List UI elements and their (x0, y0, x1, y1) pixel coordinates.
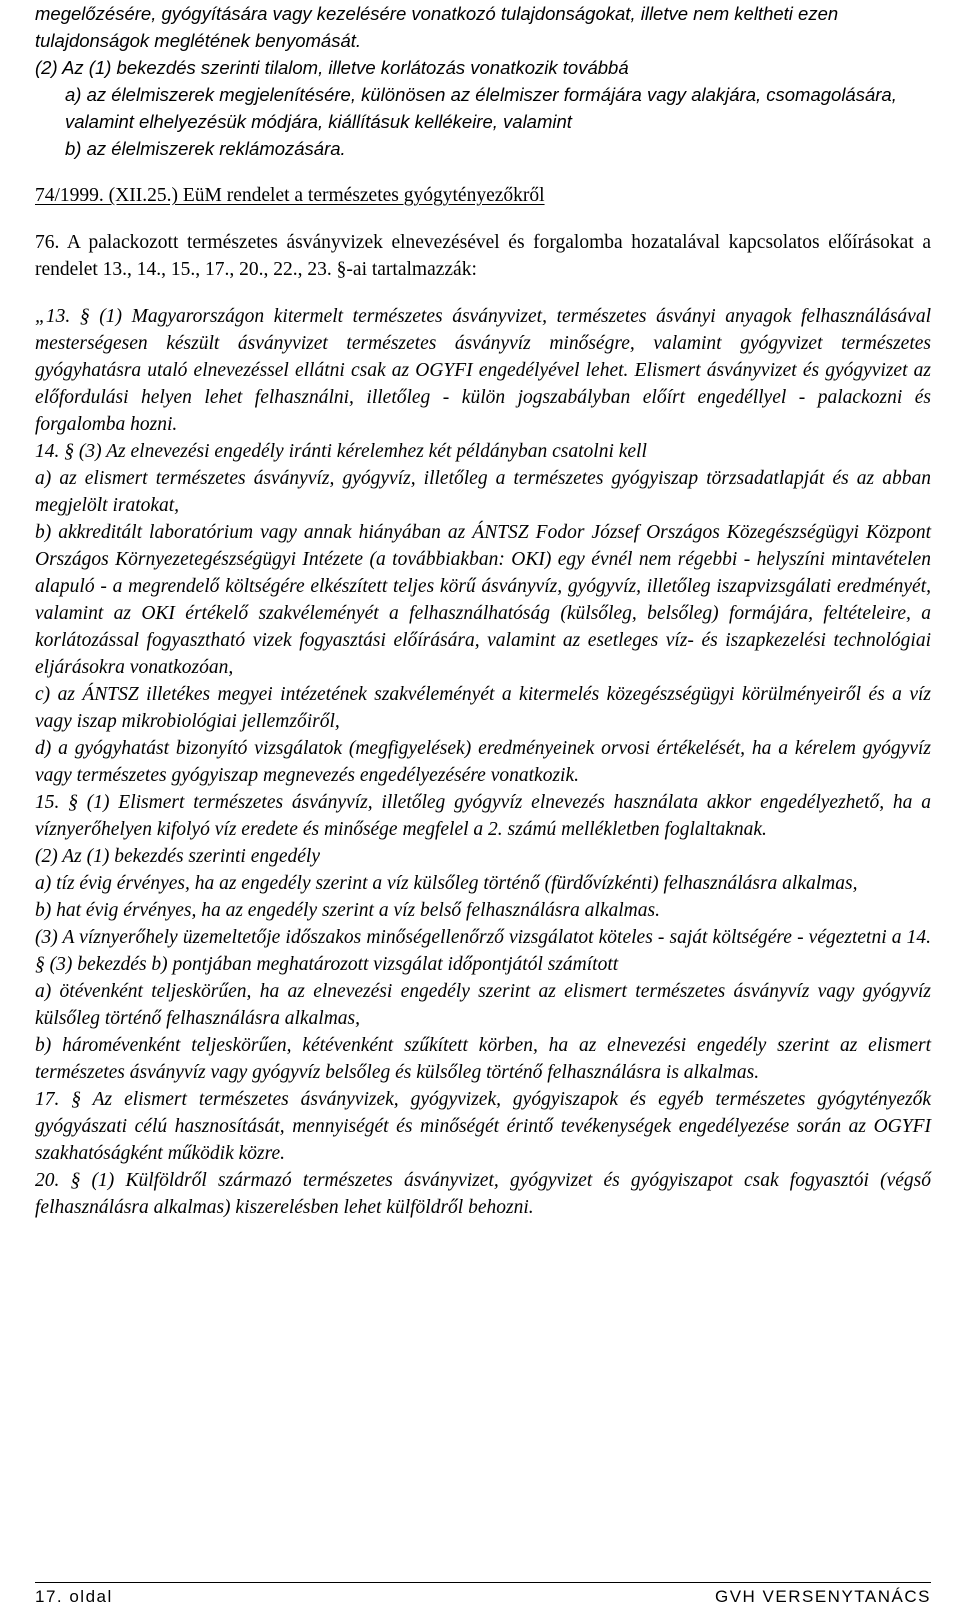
quote-section-15-3-b: b) háromévenként teljeskörűen, kétévenként szűkített körben, ha az elnevezési engedély szerint az elismert természetes ásványvíz vagy gyógyvíz belsőleg és külsőleg történő felhasználásra is alkalmas. (35, 1035, 931, 1083)
footer-page-number: 17. oldal (35, 1587, 113, 1606)
intro-paragraph-2: (2) Az (1) bekezdés szerinti tilalom, illetve korlátozás vonatkozik továbbá (35, 57, 629, 78)
paragraph-76: 76. A palackozott természetes ásványvizek elnevezésével és forgalomba hozatalával kapcsolatos előírásokat a rendelet 13., 14., 15., 17., 20., 22., 23. §-ai tartalmazzák: (35, 232, 931, 280)
quote-section-15-2-b: b) hat évig érvényes, ha az engedély szerint a víz belső felhasználásra alkalmas. (35, 900, 660, 921)
quote-section-20: 20. § (1) Külföldről származó természetes ásványvizet, gyógyvizet és gyógyiszapot csak fogyasztói (végső felhasználásra alkalmas) kiszerelésben lehet külföldről behozni. (35, 1170, 931, 1218)
quote-section-14-b: b) akkreditált laboratórium vagy annak hiányában az ÁNTSZ Fodor József Országos Közegészségügyi Központ Országos Környezetegészségügyi Intézete (a továbbiakban: OKI) egy évnél nem régebbi - helyszíni mintavételen alapuló - a megrendelő költségére elkészített teljes körű ásványvíz, gyógyvíz, illetőleg iszapvizsgálati eredményét, valamint az OKI értékelő szakvéleményét a felhasználhatóság (külsőleg, belsőleg) formájára, feltételeire, a korlátozással fogyasztható vizek fogyasztási előírására, valamint az esetleges víz- és iszapkezelési technológiai eljárásokra vonatkozóan, (35, 522, 931, 678)
heading-text: 74/1999. (XII.25.) EüM rendelet a természetes gyógytényezőkről (35, 185, 545, 206)
document-page (35, 0, 931, 1221)
quote-section-15-2: (2) Az (1) bekezdés szerinti engedély (35, 846, 321, 867)
intro-item-b: b) az élelmiszerek reklámozására. (65, 138, 346, 159)
quote-section-15-2-a: a) tíz évig érvényes, ha az engedély szerint a víz külsőleg történő (fürdővízkénti) felhasználásra alkalmas, (35, 873, 858, 894)
section-heading (35, 182, 931, 209)
quote-section-14-d: d) a gyógyhatást bizonyító vizsgálatok (megfigyelések) eredményeinek orvosi értékelését, ha a kérelem gyógyvíz vagy természetes gyógyiszap megnevezés engedélyezésére vonatkozik. (35, 738, 931, 786)
quote-section-15: 15. § (1) Elismert természetes ásványvíz, illetőleg gyógyvíz elnevezés használata akkor engedélyezhető, ha a víznyerőhelyen kifolyó víz eredete és minősége megfelel a 2. számú mellékletben foglaltaknak. (35, 792, 931, 840)
quote-section-14-a: a) az elismert természetes ásványvíz, gyógyvíz, illetőleg a természetes gyógyiszap törzsadatlapját és az abban megjelölt iratokat, (35, 468, 931, 516)
intro-item-a: a) az élelmiszerek megjelenítésére, különösen az élelmiszer formájára vagy alakjára, csomagolására, valamint elhelyezésük módjára, kiállításuk kellékeire, valamint (65, 84, 897, 132)
footer-organization: GVH VERSENYTANÁCS (714, 1587, 931, 1606)
footer-divider (35, 1582, 931, 1583)
intro-text: megelőzésére, gyógyítására vagy kezelésére vonatkozó tulajdonságokat, illetve nem keltheti ezen tulajdonságok meglétének benyomását. (35, 3, 839, 51)
quote-section-17: 17. § Az elismert természetes ásványvizek, gyógyvizek, gyógyiszapok és egyéb természetes gyógytényezők gyógyászati célú hasznosítását, mennyiségét és minőségét érintő tevékenységek engedélyezése során az OGYFI szakhatóságként működik közre. (35, 1089, 931, 1164)
quote-section-15-3: (3) A víznyerőhely üzemeltetője időszakos minőségellenőrző vizsgálatot köteles - saját költségére - végeztetni a 14. § (3) bekezdés b) pontjában meghatározott vizsgálat időpontjától számított (35, 927, 931, 975)
quote-section-14-c: c) az ÁNTSZ illetékes megyei intézetének szakvéleményét a kitermelés közegészségügyi körülményeiről és a víz vagy iszap mikrobiológiai jellemzőiről, (35, 684, 931, 732)
quote-section-14: 14. § (3) Az elnevezési engedély iránti kérelemhez két példányban csatolni kell (35, 441, 647, 462)
quote-section-13: „13. § (1) Magyarországon kitermelt természetes ásványvizet, természetes ásványi anyagok felhasználásával mesterségesen készült ásványvizet természetes ásványvíz minőségre, valamint gyógyvizet természetes gyógyhatásra utaló elnevezéssel ellátni csak az OGYFI engedélyével lehet. Elismert ásványvizet és gyógyvizet az előfordulási helyen lehet felhasználni, illetőleg - külön jogszabályban előírt engedéllyel - palackozni és forgalomba hozni. (35, 306, 931, 435)
quote-section-15-3-a: a) ötévenként teljeskörűen, ha az elnevezési engedély szerint az elismert természetes ásványvíz vagy gyógyvíz külsőleg történő felhasználásra alkalmas, (35, 981, 931, 1029)
